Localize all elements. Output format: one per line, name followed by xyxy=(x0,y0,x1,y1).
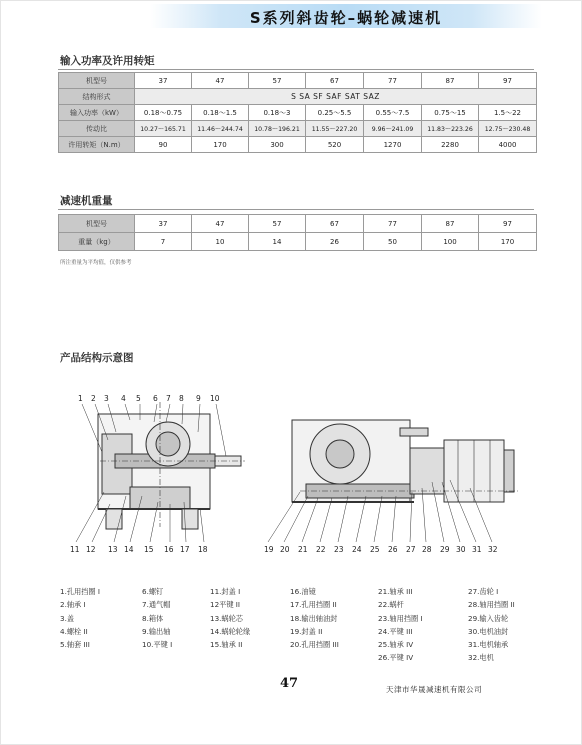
legend-item: 14.蜗轮轮缘 xyxy=(210,626,251,636)
table-cell: 10.27～165.71 xyxy=(135,121,192,137)
row-header: 机型号 xyxy=(59,73,135,89)
weight-note: 所注重量为平均值，仅供参考 xyxy=(60,260,132,266)
legend-item: 24.平键 III xyxy=(378,626,413,636)
legend-item: 4.螺栓 II xyxy=(60,626,88,636)
callout-number: 12 xyxy=(86,545,96,554)
weight-table xyxy=(58,214,537,251)
table-cell: 97 xyxy=(479,73,537,89)
table-row xyxy=(59,73,537,89)
table-cell: 67 xyxy=(306,215,364,233)
table-cell: 0.75～15 xyxy=(422,105,479,121)
table-cell: 77 xyxy=(364,73,422,89)
callout-number: 14 xyxy=(124,545,134,554)
section-title-weight: 减速机重量 xyxy=(60,195,113,207)
section-divider xyxy=(58,209,534,210)
table-cell: 0.55～7.5 xyxy=(364,105,422,121)
legend-item: 9.输出轴 xyxy=(142,626,171,636)
callout-number: 30 xyxy=(456,545,466,554)
table-cell: 12.75～230.48 xyxy=(479,121,537,137)
structure-diagram xyxy=(70,392,530,542)
table-cell: 26 xyxy=(306,233,364,251)
callout-number: 25 xyxy=(370,545,380,554)
table-row xyxy=(59,215,537,233)
table-cell: 10.78～196.21 xyxy=(249,121,306,137)
row-header: 输入功率（kW） xyxy=(59,105,135,121)
legend-item: 30.电机油封 xyxy=(468,626,509,636)
power-torque-table xyxy=(58,72,537,153)
table-row xyxy=(59,121,537,137)
callout-number: 24 xyxy=(352,545,362,554)
callout-number: 18 xyxy=(198,545,208,554)
table-cell: 77 xyxy=(364,215,422,233)
table-cell: 57 xyxy=(249,215,306,233)
legend-item: 29.输入齿轮 xyxy=(468,613,509,623)
table-cell: 97 xyxy=(479,215,537,233)
section-divider xyxy=(58,69,534,70)
table-cell: 1270 xyxy=(364,137,422,153)
legend-item: 6.螺钉 xyxy=(142,587,164,596)
legend-item: 7.通气帽 xyxy=(142,600,171,610)
legend-item: 16.油镜 xyxy=(290,587,316,596)
table-cell: 50 xyxy=(364,233,422,251)
row-header: 许用转矩（N.m） xyxy=(59,137,135,153)
table-cell: 67 xyxy=(306,73,364,89)
legend-column xyxy=(60,585,100,651)
table-cell: 170 xyxy=(479,233,537,251)
legend-item: 8.箱体 xyxy=(142,613,164,623)
row-header: 传动比 xyxy=(59,121,135,137)
callout-number: 5 xyxy=(136,394,141,403)
legend-item: 3.盖 xyxy=(60,613,75,623)
legend-item: 2.轴承 I xyxy=(60,600,86,610)
legend-item: 5.轴套 III xyxy=(60,640,90,650)
table-row xyxy=(59,89,537,105)
callout-number: 28 xyxy=(422,545,432,554)
table-cell: 11.55～227.20 xyxy=(306,121,364,137)
table-cell: 47 xyxy=(192,73,249,89)
callout-number: 1 xyxy=(78,394,83,403)
legend-item: 28.轴用挡圈 II xyxy=(468,600,515,610)
callout-number: 3 xyxy=(104,394,109,403)
table-cell: 520 xyxy=(306,137,364,153)
table-row xyxy=(59,233,537,251)
callout-number: 22 xyxy=(316,545,326,554)
table-cell: 47 xyxy=(192,215,249,233)
callout-number: 4 xyxy=(121,394,126,403)
table-cell: 87 xyxy=(422,73,479,89)
table-cell: 300 xyxy=(249,137,306,153)
callout-number: 17 xyxy=(180,545,190,554)
structure-types-cell: S SA SF SAF SAT SAZ xyxy=(135,89,537,105)
callout-number: 27 xyxy=(406,545,416,554)
legend-item: 15.轴承 II xyxy=(210,640,243,650)
table-cell: 0.25～5.5 xyxy=(306,105,364,121)
table-cell: 0.18～0.75 xyxy=(135,105,192,121)
legend-item: 13.蜗轮芯 xyxy=(210,613,243,623)
callout-number: 31 xyxy=(472,545,482,554)
legend-column xyxy=(210,585,250,651)
legend-item: 1.孔用挡圈 I xyxy=(60,587,101,596)
callout-number: 23 xyxy=(334,545,344,554)
table-row xyxy=(59,137,537,153)
callout-number: 16 xyxy=(164,545,174,554)
table-cell: 1.5～22 xyxy=(479,105,537,121)
callout-number: 20 xyxy=(280,545,290,554)
callout-number: 21 xyxy=(298,545,308,554)
page-title: S系列斜齿轮–蜗轮减速机 xyxy=(249,9,443,27)
table-row xyxy=(59,105,537,121)
legend-item: 19.封盖 II xyxy=(290,626,323,636)
legend-item: 10.平键 I xyxy=(142,640,173,650)
row-header: 机型号 xyxy=(59,215,135,233)
table-cell: 100 xyxy=(422,233,479,251)
legend-item: 17.孔用挡圈 II xyxy=(290,600,337,610)
callout-number: 6 xyxy=(153,394,158,403)
table-cell: 11.83～223.26 xyxy=(422,121,479,137)
legend-item: 20.孔用挡圈 III xyxy=(290,640,339,650)
callout-number: 13 xyxy=(108,545,118,554)
table-cell: 9.96～241.09 xyxy=(364,121,422,137)
legend-item: 18.输出轴油封 xyxy=(290,613,338,623)
callout-number: 8 xyxy=(179,394,184,403)
row-header: 重量（kg） xyxy=(59,233,135,251)
callout-number: 7 xyxy=(166,394,171,403)
table-cell: 87 xyxy=(422,215,479,233)
legend-item: 27.齿轮 I xyxy=(468,587,499,596)
table-cell: 0.18～3 xyxy=(249,105,306,121)
section-title-structure: 产品结构示意图 xyxy=(60,352,134,364)
legend-item: 25.轴承 IV xyxy=(378,640,414,650)
legend-item: 32.电机 xyxy=(468,653,494,663)
legend-column xyxy=(378,585,423,665)
table-cell: 0.18～1.5 xyxy=(192,105,249,121)
legend-item: 31.电机轴承 xyxy=(468,640,509,650)
legend-item: 26.平键 IV xyxy=(378,653,414,663)
callout-number: 15 xyxy=(144,545,154,554)
table-cell: 2280 xyxy=(422,137,479,153)
legend-item: 21.轴承 III xyxy=(378,587,413,596)
left-gearbox-drawing xyxy=(98,402,245,529)
table-cell: 37 xyxy=(135,73,192,89)
callout-number: 19 xyxy=(264,545,274,554)
callout-number: 9 xyxy=(196,394,201,403)
table-cell: 37 xyxy=(135,215,192,233)
callout-number: 32 xyxy=(488,545,498,554)
table-cell: 10 xyxy=(192,233,249,251)
table-cell: 57 xyxy=(249,73,306,89)
table-cell: 90 xyxy=(135,137,192,153)
legend-item: 12平键 II xyxy=(210,600,241,610)
legend-item: 22.蜗杆 xyxy=(378,600,404,610)
table-cell: 7 xyxy=(135,233,192,251)
table-cell: 170 xyxy=(192,137,249,153)
legend-column xyxy=(142,585,172,651)
callout-number: 10 xyxy=(210,394,220,403)
legend-item: 23.轴用挡圈 I xyxy=(378,613,423,623)
legend-column xyxy=(468,585,515,665)
section-title-power: 输入功率及许用转矩 xyxy=(60,55,155,67)
callout-number: 26 xyxy=(388,545,398,554)
page-number: 47 xyxy=(280,676,299,691)
table-cell: 4000 xyxy=(479,137,537,153)
company-name: 天津市华晟减速机有限公司 xyxy=(386,685,482,694)
table-cell: 11.46～244.74 xyxy=(192,121,249,137)
callout-number: 29 xyxy=(440,545,450,554)
right-gearbox-drawing xyxy=(292,420,520,502)
callout-number: 11 xyxy=(70,545,80,554)
table-cell: 14 xyxy=(249,233,306,251)
legend-item: 11.封盖 I xyxy=(210,587,241,596)
title-banner xyxy=(150,4,542,28)
legend-column xyxy=(290,585,339,651)
callout-number: 2 xyxy=(91,394,96,403)
row-header: 结构形式 xyxy=(59,89,135,105)
